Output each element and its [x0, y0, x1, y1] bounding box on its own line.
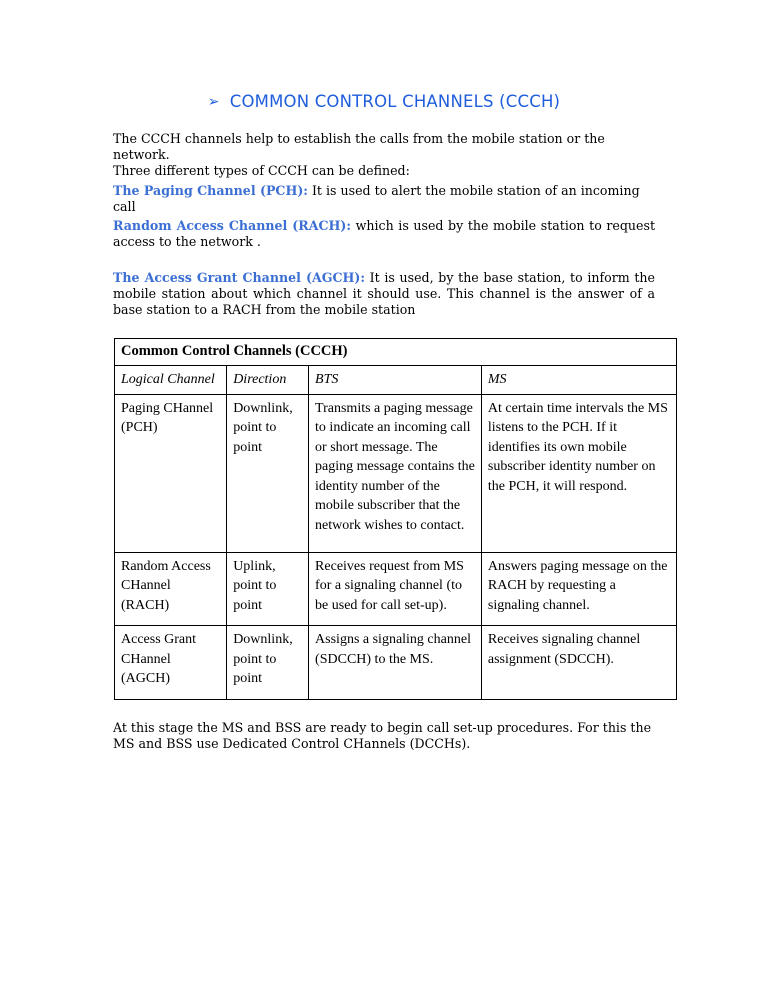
rach-term: Random Access Channel (RACH): — [113, 218, 352, 233]
rach-description: which is used by the mobile station to request access to the network . — [113, 218, 656, 249]
intro-line-2: Three different types of CCCH can be defined: — [113, 163, 410, 178]
cell-ms: Answers paging message on the RACH by requesting a signaling channel. — [481, 552, 676, 626]
cell-logical-channel: Access Grant CHannel (AGCH) — [115, 626, 227, 700]
agch-term: The Access Grant Channel (AGCH): — [113, 270, 366, 285]
cell-ms: Receives signaling channel assignment (SDCCH). — [481, 626, 676, 700]
ccch-table — [114, 338, 677, 700]
cell-logical-channel: Paging CHannel (PCH) — [115, 394, 227, 552]
pch-term: The Paging Channel (PCH): — [113, 183, 308, 198]
section-heading — [0, 92, 768, 111]
agch-paragraph — [113, 270, 655, 318]
pch-description: It is used to alert the mobile station of an incoming call — [113, 183, 640, 214]
cell-ms: At certain time intervals the MS listens to the PCH. If it identifies its own mobile subscriber identity number on the PCH, it will respond. — [481, 394, 676, 552]
agch-description: It is used, by the base station, to inform the mobile station about which channel it should use. This channel is the answer of a base station to a RACH from the mobile station — [113, 270, 655, 317]
cell-bts: Transmits a paging message to indicate an incoming call or short message. The paging message contains the identity number of the mobile subscriber that the network wishes to contact. — [309, 394, 482, 552]
header-ms: MS — [481, 365, 676, 394]
rach-paragraph — [113, 218, 655, 250]
closing-paragraph: At this stage the MS and BSS are ready to begin call set-up procedures. For this the MS and BSS use Dedicated Control CHannels (DCCHs). — [113, 720, 652, 751]
cell-bts: Assigns a signaling channel (SDCCH) to the MS. — [309, 626, 482, 700]
arrow-bullet-icon: ➢ — [207, 94, 220, 110]
header-direction: Direction — [227, 365, 309, 394]
cell-direction: Uplink, point to point — [227, 552, 309, 626]
cell-direction: Downlink, point to point — [227, 394, 309, 552]
table-caption: Common Control Channels (CCCH) — [115, 339, 677, 366]
cell-direction: Downlink, point to point — [227, 626, 309, 700]
cell-bts: Receives request from MS for a signaling channel (to be used for call set-up). — [309, 552, 482, 626]
intro-line-1: The CCCH channels help to establish the calls from the mobile station or the network. — [113, 131, 605, 162]
pch-paragraph — [113, 183, 655, 215]
table-header-row — [115, 365, 677, 394]
heading-text: COMMON CONTROL CHANNELS (CCCH) — [229, 92, 561, 111]
header-logical-channel: Logical Channel — [115, 365, 227, 394]
table-row — [115, 394, 677, 552]
table-row — [115, 552, 677, 626]
table-row — [115, 626, 677, 700]
cell-logical-channel: Random Access CHannel (RACH) — [115, 552, 227, 626]
header-bts: BTS — [309, 365, 482, 394]
intro-paragraph — [113, 131, 655, 179]
